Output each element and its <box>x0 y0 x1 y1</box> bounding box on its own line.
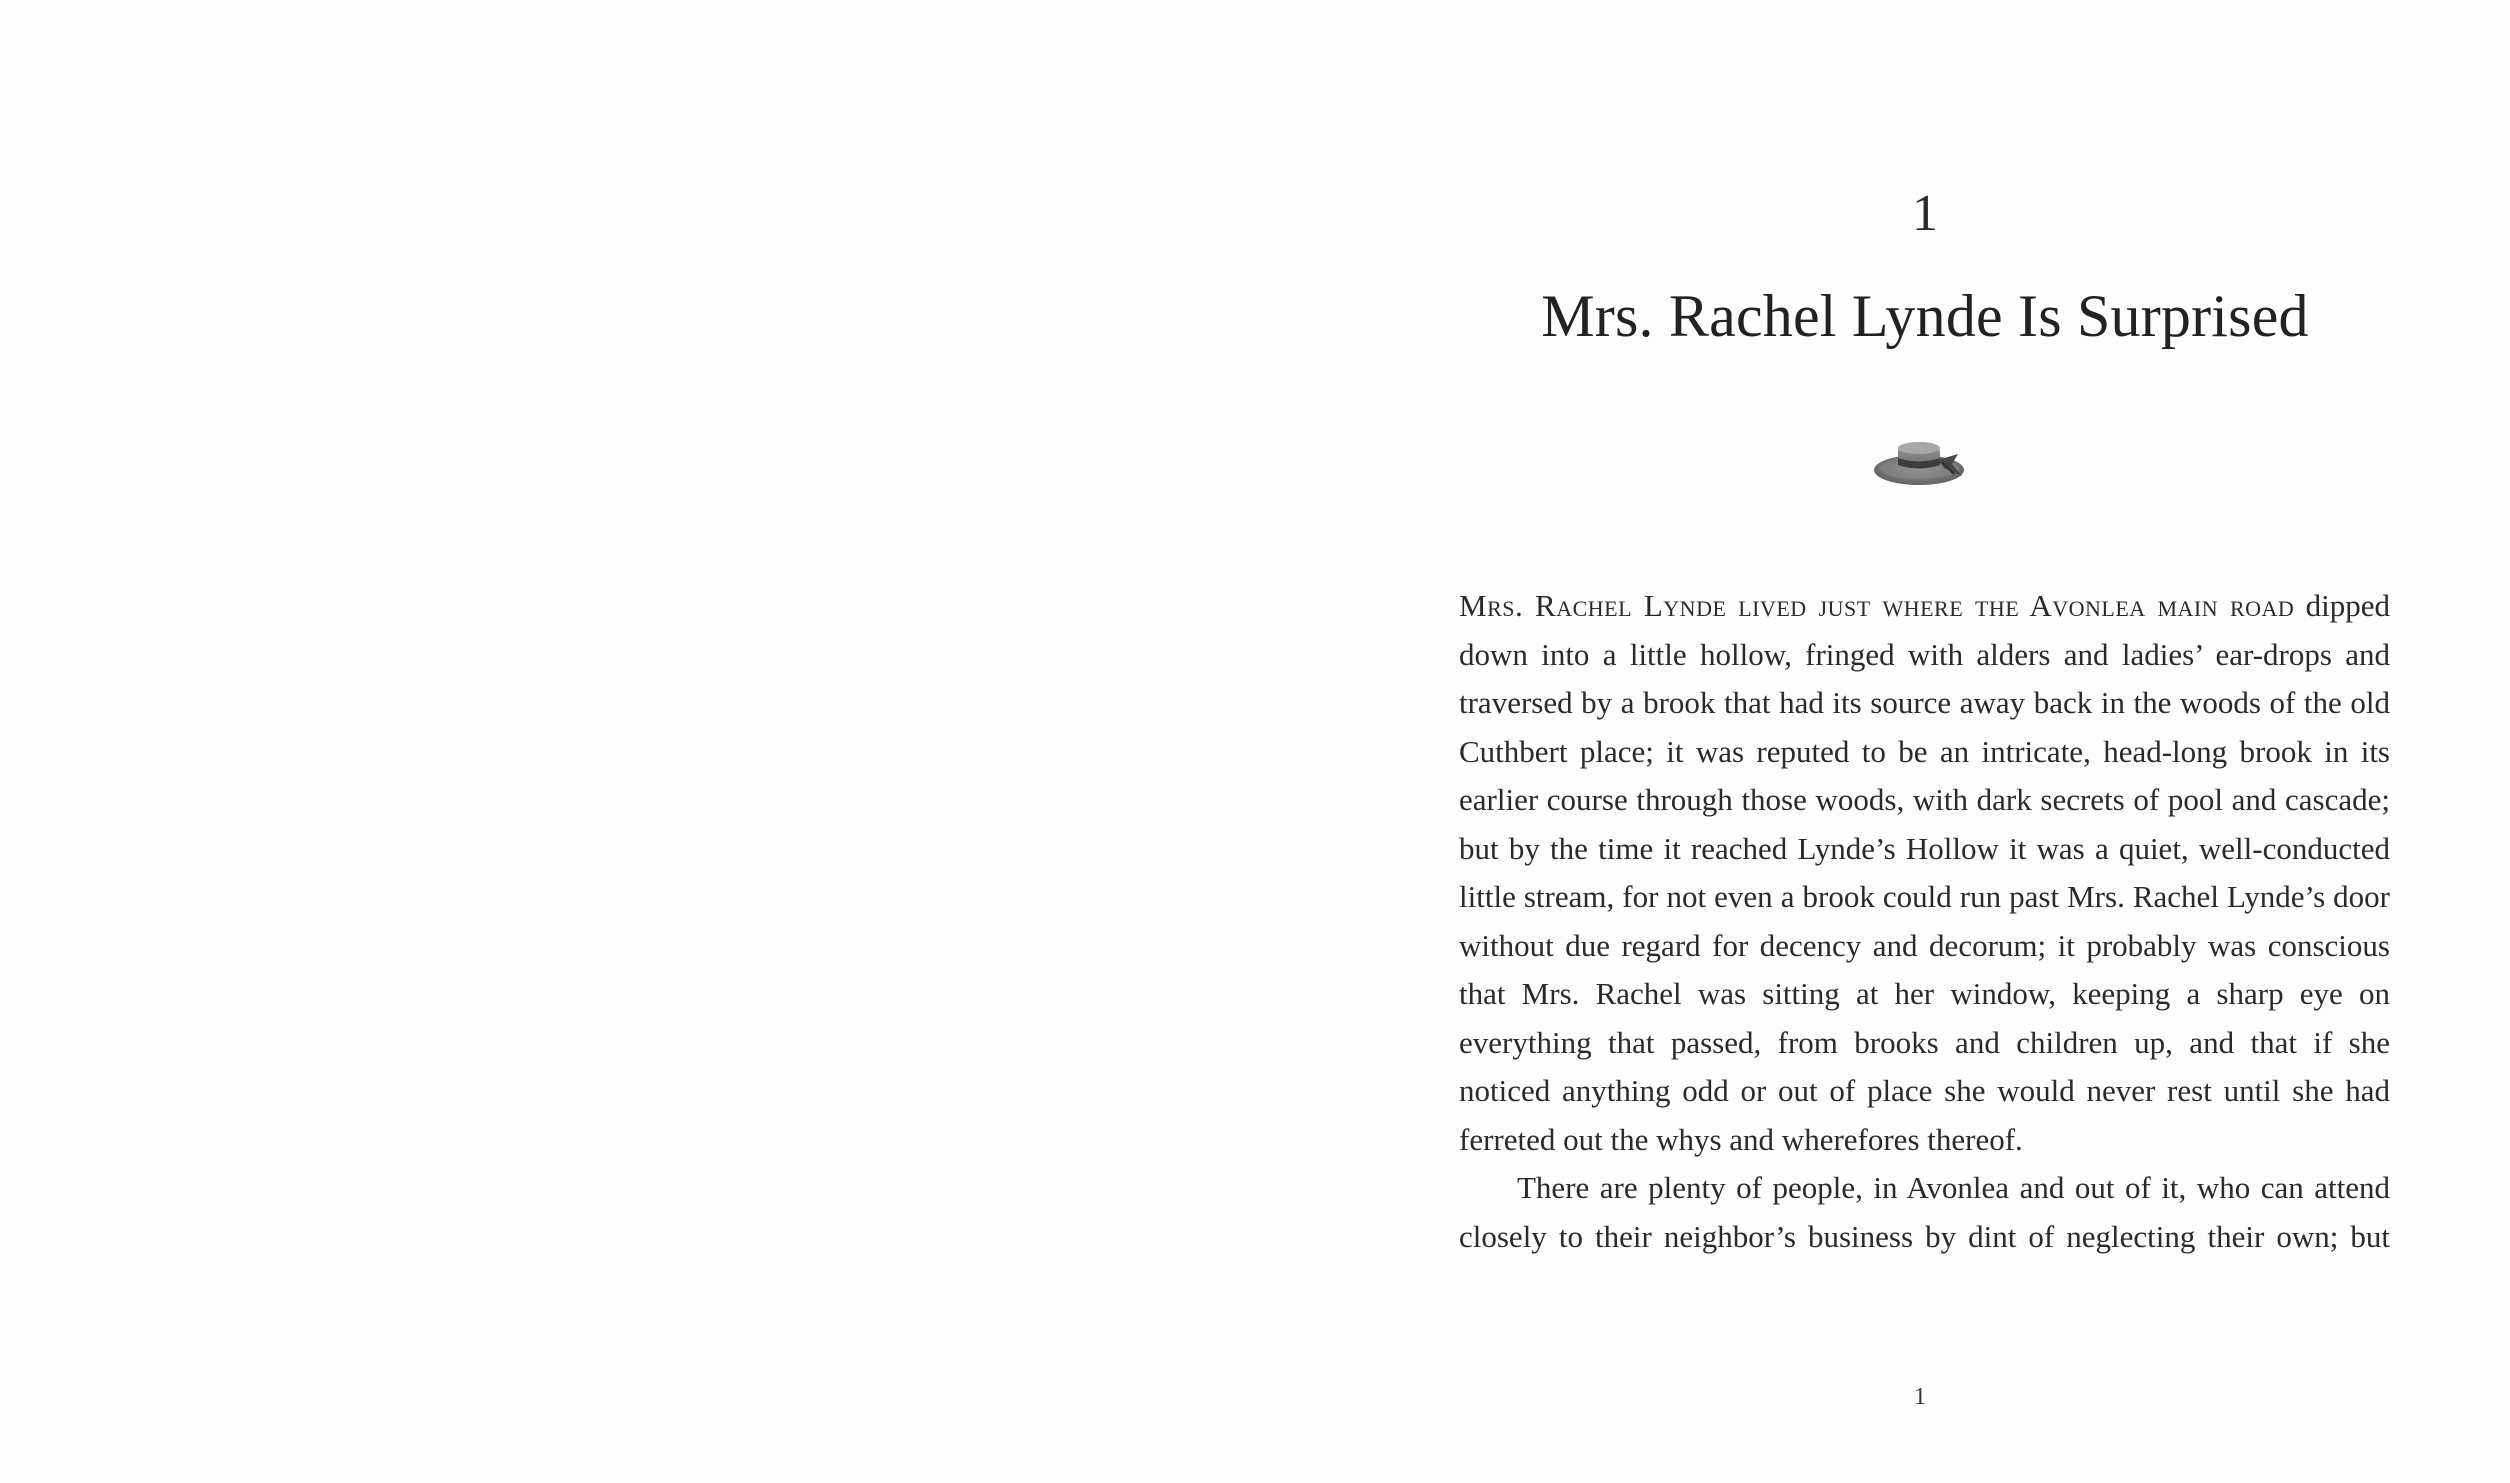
paragraph-2: There are plenty of people, in Avonlea and out of it, who can attend closely to their neighbor’s business by dint of neglecting their own; but <box>1459 1170 2390 1254</box>
paragraph-1-text: dipped down into a little hollow, fringed with alders and ladies’ ear-drops and traversed by a brook that had its source away back in the woods of the old Cuthbert place; it was reputed to be an intricate, head-long brook in its earlier course through those woods, with dark secrets of pool and cascade; but by the time it reached Lynde’s Hollow it was a quiet, well-conducted little stream, for not even a brook could run past Mrs. Rachel Lynde’s door without due regard for decency and decorum; it probably was conscious that Mrs. Rachel was sitting at her window, keeping a sharp eye on everything that passed, from brooks and children up, and that if she noticed anything odd or out of place she would never rest until she had ferreted out the whys and wherefores thereof. <box>1459 588 2391 1157</box>
chapter-title: Mrs. Rachel Lynde Is Surprised <box>1541 283 2309 349</box>
straw-hat-icon <box>1872 432 1970 492</box>
paragraph-1 <box>1459 582 2390 1164</box>
page-number: 1 <box>1914 1384 1926 1410</box>
opening-small-caps: Mrs. Rachel Lynde lived just where the Avonlea main road <box>1459 588 2295 623</box>
chapter-body-text <box>1459 582 2390 1261</box>
chapter-number: 1 <box>1912 185 1938 242</box>
